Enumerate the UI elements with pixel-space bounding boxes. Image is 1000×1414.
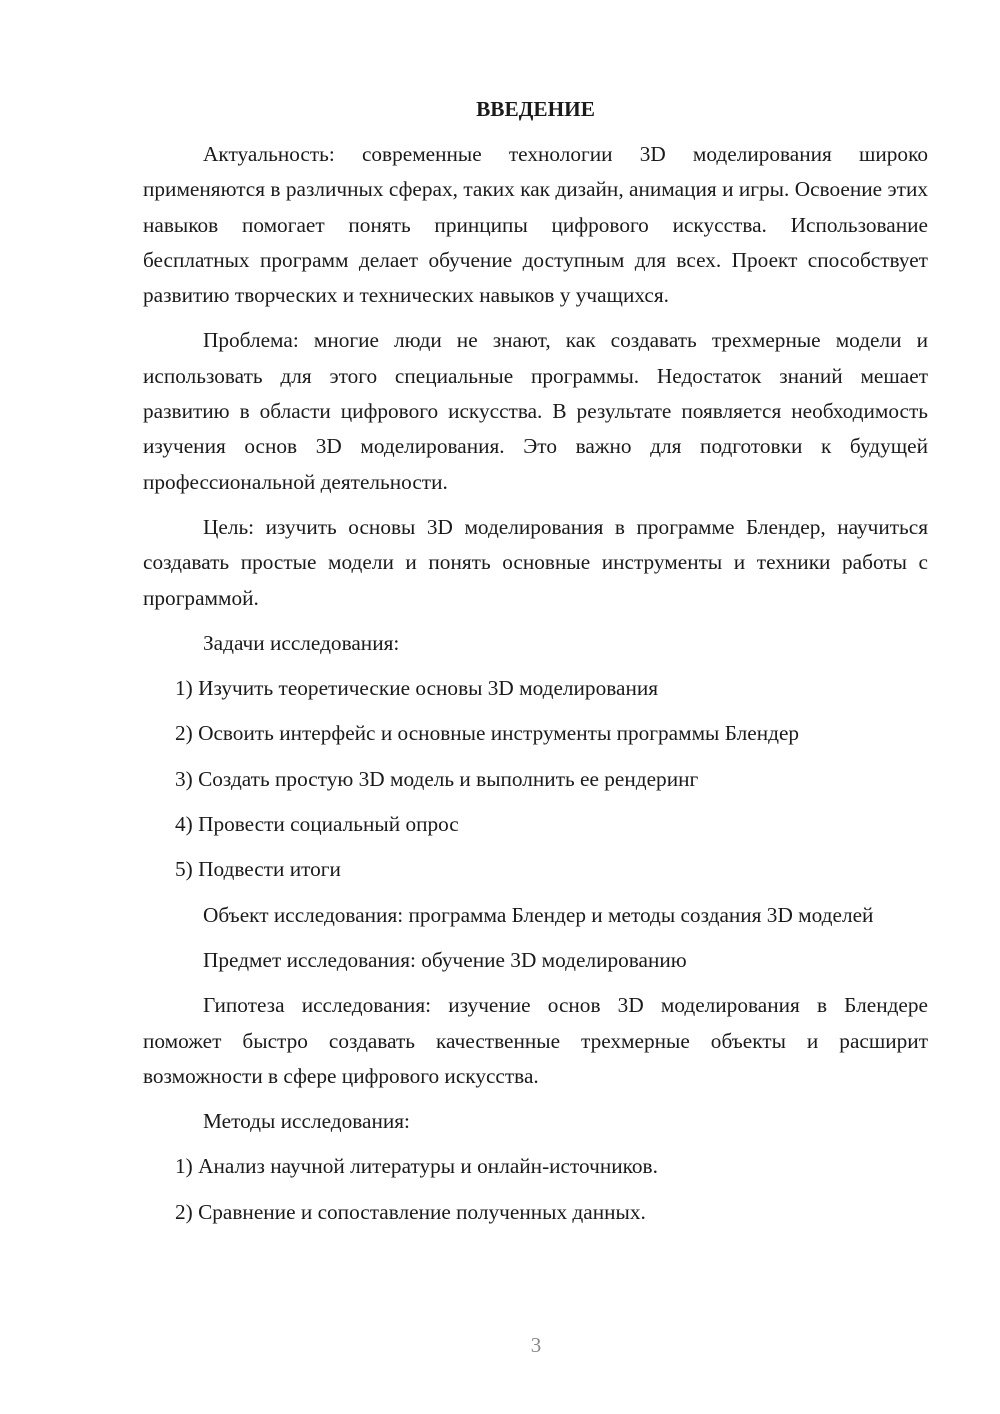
page-number: 3	[530, 1333, 542, 1357]
object-paragraph: Объект исследования: программа Блендер и методы создания 3D моделей	[203, 902, 874, 927]
task-item: 5) Подвести итоги	[175, 857, 341, 882]
subject-paragraph: Предмет исследования: обучение 3D моделированию	[203, 947, 687, 972]
problem-paragraph: Проблема: многие люди не знают, как создавать трехмерные модели и использовать для этого специальные программы. Недостаток знаний мешает развитию в области цифрового искусства. В результате появляется необходимость изучения основ 3D моделирования. Это важно для подготовки к будущей профессиональной деятельности.	[143, 328, 928, 494]
hypothesis-paragraph: Гипотеза исследования: изучение основ 3D моделирования в Блендере поможет быстро создавать качественные трехмерные объекты и расширит возможности в сфере цифрового искусства.	[143, 993, 928, 1088]
section-title: ВВЕДЕНИЕ	[476, 97, 595, 121]
tasks-heading: Задачи исследования:	[203, 630, 400, 655]
method-item: 1) Анализ научной литературы и онлайн-источников.	[175, 1154, 658, 1179]
method-item: 2) Сравнение и сопоставление полученных данных.	[175, 1199, 646, 1224]
task-item: 2) Освоить интерфейс и основные инструменты программы Блендер	[175, 721, 800, 746]
task-item: 3) Создать простую 3D модель и выполнить ее рендеринг	[175, 766, 699, 791]
goal-paragraph: Цель: изучить основы 3D моделирования в программе Блендер, научиться создавать простые модели и понять основные инструменты и техники работы с программой.	[143, 514, 928, 610]
task-item: 4) Провести социальный опрос	[175, 812, 459, 837]
methods-heading: Методы исследования:	[203, 1109, 410, 1134]
task-item: 1) Изучить теоретические основы 3D моделирования	[175, 676, 659, 701]
relevance-paragraph: Актуальность: современные технологии 3D моделирования широко применяются в различных сферах, таких как дизайн, анимация и игры. Освоение этих навыков помогает понять принципы цифрового искусства. Использование бесплатных программ делает обучение доступным для всех. Проект способствует развитию творческих и технических навыков у учащихся.	[143, 142, 928, 308]
document-page	[143, 92, 928, 1240]
